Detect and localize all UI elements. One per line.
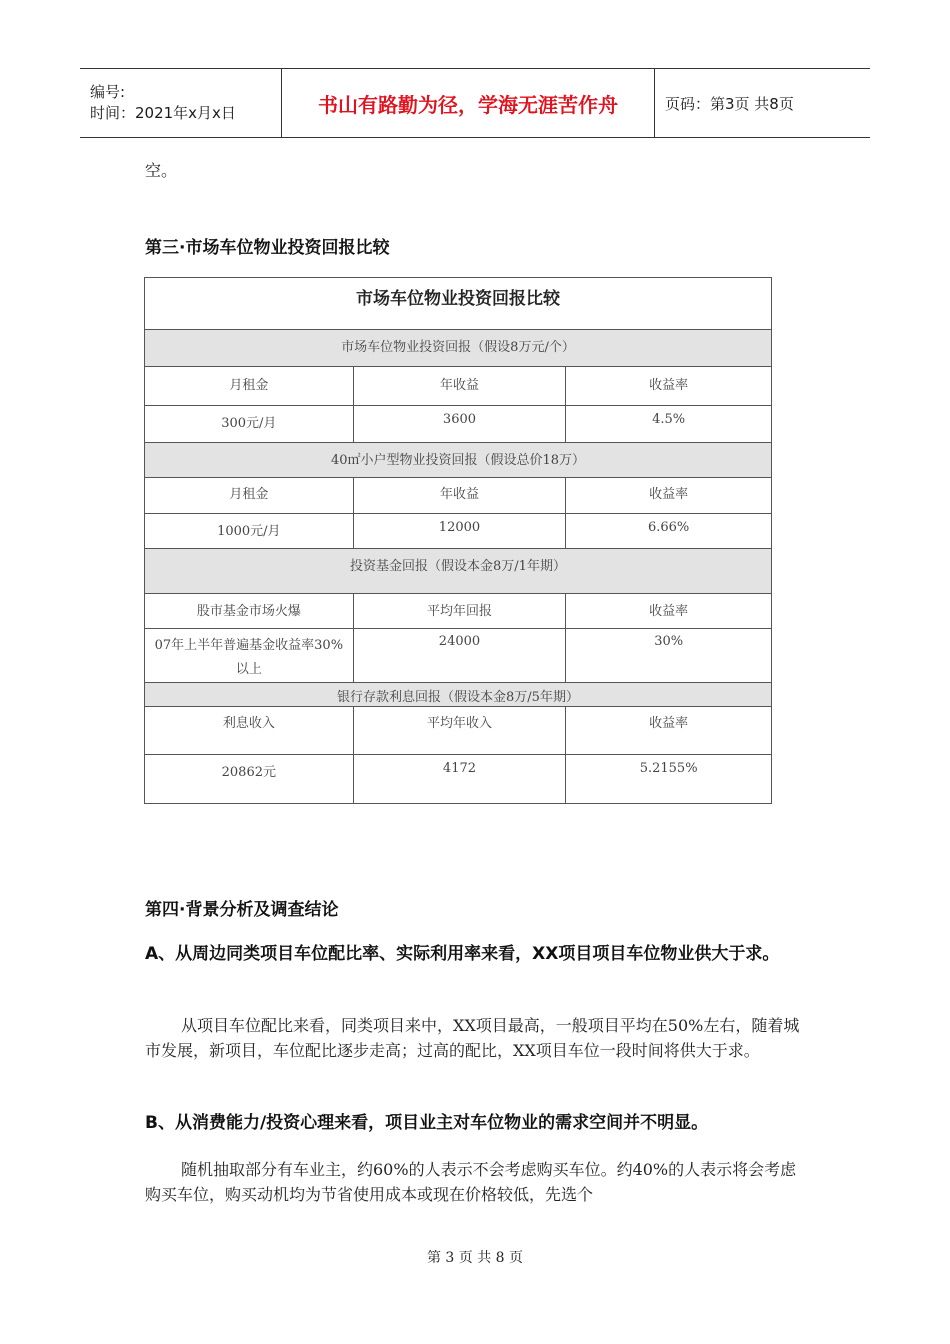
table-header-cell: 月租金 [145, 478, 354, 514]
table-row [145, 629, 772, 683]
table-header-row [145, 367, 772, 406]
table-row [145, 514, 772, 549]
table-section-row [145, 443, 772, 478]
table-header-cell: 利息收入 [145, 707, 354, 755]
conclusion-b-heading: B、从消费能力/投资心理来看，项目业主对车位物业的需求空间并不明显。 [145, 1113, 709, 1133]
table-header-cell: 年收益 [353, 478, 566, 514]
table-header-cell: 收益率 [566, 478, 772, 514]
table-header-cell: 平均年回报 [353, 594, 566, 629]
section-3-heading: 第三·市场车位物业投资回报比较 [145, 238, 390, 258]
table-cell: 4172 [353, 755, 566, 804]
header-meta [80, 69, 282, 137]
table-cell: 07年上半年普遍基金收益率30%以上 [145, 629, 354, 683]
table-header-cell: 平均年收入 [353, 707, 566, 755]
document-number-label: 编号: [90, 83, 126, 101]
continued-text: 空。 [145, 161, 178, 180]
conclusion-a-heading: A、从周边同类项目车位配比率、实际利用率来看，XX项目项目车位物业供大于求。 [145, 944, 780, 964]
table-cell: 3600 [353, 406, 566, 443]
section-4-heading: 第四·背景分析及调查结论 [145, 900, 339, 920]
table-cell: 5.2155% [566, 755, 772, 804]
investment-comparison-table [144, 277, 772, 804]
table-row [145, 406, 772, 443]
table-cell: 4.5% [566, 406, 772, 443]
table-cell: 6.66% [566, 514, 772, 549]
table-cell: 30% [566, 629, 772, 683]
table-section-row [145, 549, 772, 594]
page-footer: 第 3 页 共 8 页 [426, 1250, 524, 1266]
conclusion-b-paragraph: 随机抽取部分有车业主，约60%的人表示不会考虑购买车位。约40%的人表示将会考虑购买车位，购买动机均为节省使用成本或现在价格较低，先选个 [145, 1160, 797, 1204]
table-header-cell: 收益率 [566, 367, 772, 406]
table-header-cell: 月租金 [145, 367, 354, 406]
table-section-row [145, 330, 772, 367]
table-header-cell: 年收益 [353, 367, 566, 406]
table-header-cell: 收益率 [566, 707, 772, 755]
document-date: 时间：2021年x月x日 [90, 104, 236, 122]
table-cell: 24000 [353, 629, 566, 683]
section-label: 投资基金回报（假设本金8万/1年期） [145, 549, 772, 594]
table-cell: 1000元/月 [145, 514, 354, 549]
header-page-info: 页码：第3页 共8页 [665, 94, 794, 113]
section-label: 40㎡小户型物业投资回报（假设总价18万） [145, 443, 772, 478]
section-label: 银行存款利息回报（假设本金8万/5年期） [145, 683, 772, 707]
header-motto: 书山有路勤为径，学海无涯苦作舟 [282, 69, 655, 137]
table-header-row [145, 478, 772, 514]
table-header-row [145, 707, 772, 755]
table-row [145, 755, 772, 804]
table-section-row [145, 683, 772, 707]
section-label: 市场车位物业投资回报（假设8万元/个） [145, 330, 772, 367]
table-header-cell: 收益率 [566, 594, 772, 629]
table-cell: 20862元 [145, 755, 354, 804]
table-title: 市场车位物业投资回报比较 [145, 278, 772, 330]
page-header [80, 68, 870, 138]
table-cell: 12000 [353, 514, 566, 549]
conclusion-a-paragraph: 从项目车位配比来看，同类项目来中，XX项目最高，一般项目平均在50%左右，随着城市发展，新项目，车位配比逐步走高；过高的配比，XX项目车位一段时间将供大于求。 [145, 1016, 800, 1060]
table-header-cell: 股市基金市场火爆 [145, 594, 354, 629]
table-title-row [145, 278, 772, 330]
table-header-row [145, 594, 772, 629]
table-cell: 300元/月 [145, 406, 354, 443]
